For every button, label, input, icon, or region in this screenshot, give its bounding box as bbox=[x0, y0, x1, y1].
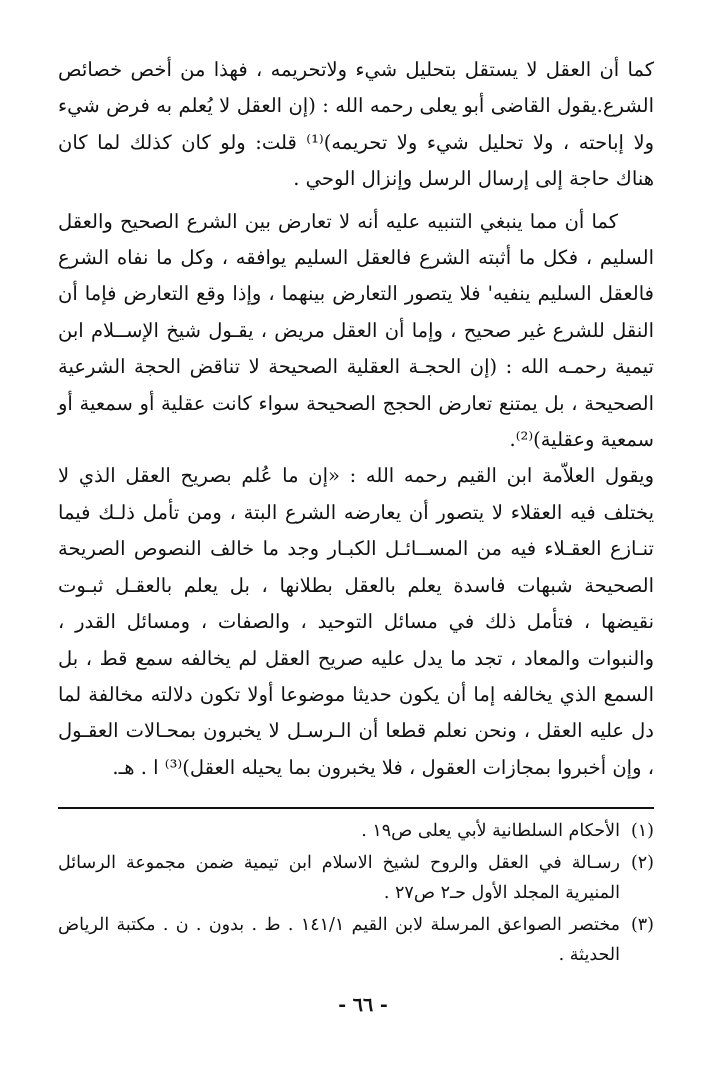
page-number: - ٦٦ - bbox=[338, 994, 388, 1016]
footnotes bbox=[58, 816, 654, 972]
paragraph-3: ويقول العلاّمة ابن القيم رحمه الله : «إن ما عُلم بصريح العقل الذي لا يختلف فيه العقلاء لا يتصور أن يعارضه الشرع البتة ، ومن تأمل ذلـك فيما تنـازع العقـلاء فيه من المســائـل الكبـار وجد ما خالف النصوص الصريحة الصحيحة شبهات فاسدة يعلم بالعقل بطلانها ، بل يعلم بالعقـل ثبـوت نقيضها ، فتأمل ذلك في مسائل التوحيد ، والصفات ، ومسائل القدر ، والنبوات والمعاد ، تجد ما يدل عليه صريح العقل لم يخالفه سمع قط ، بل السمع الذي يخالفه إما أن يكون حديثا موضوعا أولا تكون دلالته مخالفة لما دل عليه العقل ، ونحن نعلم قطعا أن الـرسـل لا يخبرون بمحـالات العقـول ، وإن أخبروا بمجازات العقول ، فلا يخبرون بما يحيله العقل)⁽³⁾ ا . هـ. bbox=[58, 464, 654, 779]
footnote-2 bbox=[58, 848, 654, 908]
footnote-text: رسـالة في العقل والروح لشيخ الاسلام ابن تيمية ضمن مجموعة الرسائل المنيرية المجلد الأول حـ٢ ص٢٧ . bbox=[58, 853, 620, 903]
footnote-3 bbox=[58, 910, 654, 970]
page-body bbox=[58, 52, 654, 786]
footnote-text: الأحكام السلطانية لأبي يعلى ص١٩ . bbox=[361, 821, 620, 841]
footnote-1 bbox=[58, 816, 654, 846]
footnote-divider bbox=[58, 807, 654, 809]
footnote-text: مختصر الصواعق المرسلة لابن القيم ١٤١/١ . ط . بدون . ن . مكتبة الرياض الحديثة . bbox=[58, 915, 621, 965]
paragraph-2: كما أن مما ينبغي التنبيه عليه أنه لا تعارض بين الشرع الصحيح والعقل السليم ، فكل ما أثبته الشرع فالعقل السليم يوافقه ، وكل ما نفاه الشرع فالعقل السليم ينفيه' فلا يتصور التعارض بينهما ، وإذا وقع التعارض فإما أن النقل للشرع غير صحيح ، وإما أن العقل مريض ، يقـول شيخ الإســلام ابن تيمية رحمـه الله : (إن الحجـة العقلية الصحيحة لا تناقض الحجة الشرعية الصحيحة ، بل يمتنع تعارض الحجج الصحيحة سواء كانت عقلية أو سمعية أو سمعية وعقلية)⁽²⁾. bbox=[58, 209, 654, 452]
footnote-number: (١) bbox=[630, 821, 654, 841]
footnote-number: (٢) bbox=[630, 853, 654, 873]
paragraph-1: كما أن العقل لا يستقل بتحليل شيء ولاتحريمه ، فهذا من أخص خصائص الشرع.يقول القاضى أبو يعلى رحمه الله : (إن العقل لا يُعلم به فرض شيء ولا إباحته ، ولا تحليل شيء ولا تحريمه)⁽¹⁾ قلت: ولو كان كذلك لما كان هناك حاجة إلى إرسال الرسل وإنزال الوحي . bbox=[58, 58, 654, 191]
footnote-number: (٣) bbox=[630, 915, 654, 935]
main-text bbox=[58, 52, 654, 786]
